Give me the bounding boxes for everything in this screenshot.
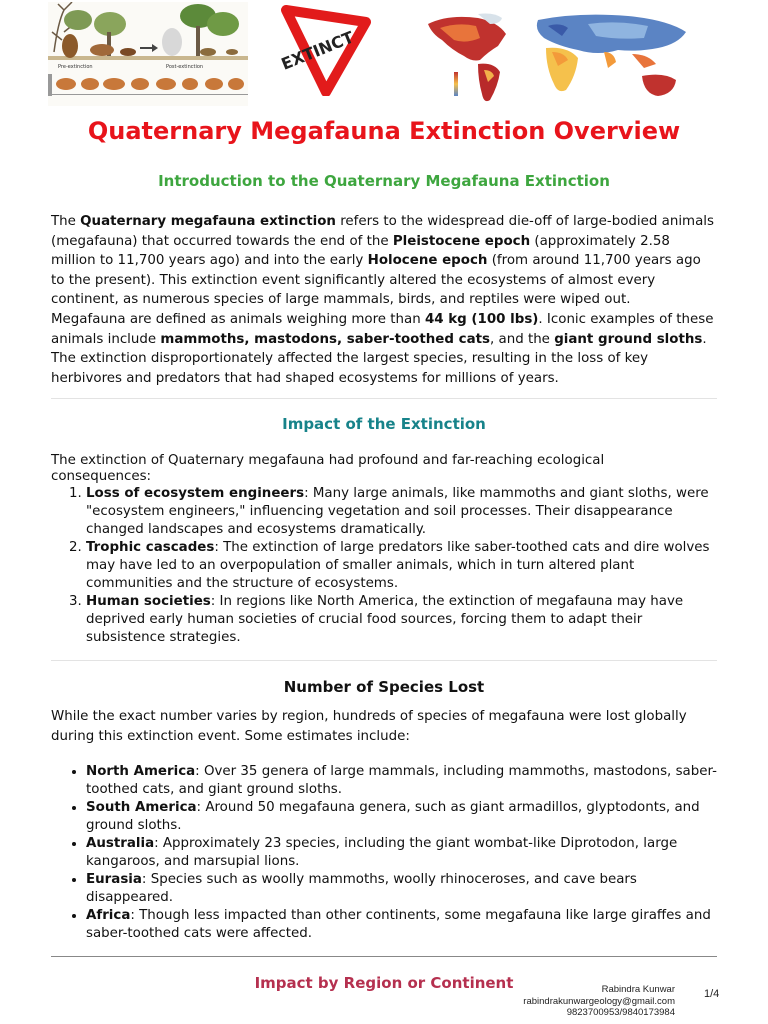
author-name: Rabindra Kunwar <box>601 984 675 995</box>
text-run: . The extinction disproportionately affected the largest species, resulting in the loss of key herbivores and predators that had shaped ecosystems for millions of years. <box>51 331 707 386</box>
document-body <box>51 170 717 994</box>
list-item-label: Australia <box>86 835 155 851</box>
intro-paragraph-2 <box>51 310 717 388</box>
list-item-text: : Over 35 genera of large mammals, including mammoths, mastodons, saber-toothed cats, and giant ground sloths. <box>86 763 717 797</box>
list-item <box>86 871 717 907</box>
list-item-text: : Many large animals, like mammoths and giant sloths, were "ecosystem engineers," influencing vegetation and soil processes. Their disappearance changed landscapes and ecosystems dramatically. <box>86 486 709 538</box>
bold-term: Quaternary megafauna extinction <box>80 214 336 229</box>
bold-term: Pleistocene epoch <box>392 233 531 249</box>
list-item-label: Eurasia <box>86 871 142 887</box>
impact-list <box>51 485 717 647</box>
list-item-label: Loss of ecosystem engineers <box>86 486 305 502</box>
bold-term: giant ground sloths <box>554 331 703 347</box>
author-phone: 9823700953/9840173984 <box>566 1007 675 1018</box>
text-run: , and the <box>489 331 555 347</box>
svg-text:Pre-extinction: Pre-extinction <box>58 64 93 70</box>
extinct-sign <box>262 4 374 96</box>
list-item-label: North America <box>86 763 196 779</box>
list-item-label: South America <box>86 799 197 815</box>
bold-term: mammoths, mastodons, saber-toothed cats <box>160 331 490 347</box>
text-run: Megafauna are defined as animals weighing more than <box>51 311 425 327</box>
list-item-text: : Though less impacted than other continents, some megafauna like large giraffes and saber-toothed cats were affected. <box>86 907 711 941</box>
megafauna-timeline-figure <box>48 2 248 106</box>
list-item <box>86 593 717 647</box>
text-run: refers to the widespread die-off of large-bodied animals (megafauna) that occurred towards the end of the <box>51 214 715 249</box>
list-item-label: Africa <box>86 907 131 923</box>
list-item <box>86 835 717 871</box>
page-number: 1/4 <box>704 988 720 1000</box>
list-item <box>86 539 717 593</box>
list-item-text: : Species such as woolly mammoths, woolly rhinoceroses, and cave bears disappeared. <box>86 871 637 905</box>
species-lead: While the exact number varies by region, hundreds of species of megafauna were lost globally during this extinction event. Some estimates include: <box>51 709 687 744</box>
bold-term: 44 kg (100 lbs) <box>424 311 539 327</box>
list-item <box>86 799 717 835</box>
list-item <box>86 907 717 943</box>
text-run: . Iconic examples of these animals include <box>51 311 714 347</box>
intro-heading: Introduction to the Quaternary Megafauna Extinction <box>158 172 610 190</box>
intro-paragraph-1 <box>51 212 717 310</box>
species-heading: Number of Species Lost <box>283 678 485 697</box>
header-banner <box>0 0 768 112</box>
list-item-label: Human societies <box>86 594 211 610</box>
list-item-text: : Approximately 23 species, including the giant wombat-like Diprotodon, large kangaroos, and marsupial lions. <box>86 835 678 869</box>
author-email: rabindrakunwargeology@gmail.com <box>523 995 675 1007</box>
list-item <box>86 763 717 799</box>
impact-lead: The extinction of Quaternary megafauna had profound and far-reaching ecological consequences: <box>51 453 605 485</box>
text-run: The <box>51 214 81 229</box>
list-item-label: Trophic cascades <box>86 540 215 556</box>
svg-text:EXTINCT: EXTINCT <box>278 27 357 74</box>
text-run: (approximately 2.58 million to 11,700 years ago) and into the early <box>51 233 670 269</box>
page-title: Quaternary Megafauna Extinction Overview <box>87 117 681 145</box>
impact-heading: Impact of the Extinction <box>282 415 486 434</box>
species-list <box>51 763 717 943</box>
list-item-text: : Around 50 megafauna genera, such as giant armadillos, glyptodonts, and ground sloths. <box>86 799 700 833</box>
world-extinction-map <box>418 10 698 110</box>
bold-term: Holocene epoch <box>367 253 488 269</box>
region-heading: Impact by Region or Continent <box>254 973 514 992</box>
list-item-text: : The extinction of large predators like saber-toothed cats and dire wolves may have led to an overpopulation of smaller animals, which in turn altered plant communities and the structure of ecosystems. <box>86 540 710 592</box>
text-run: (from around 11,700 years ago to the present). This extinction event significantly altered the ecosystems of almost every continent, as numerous species of large mammals, birds, and reptiles were wiped out. <box>51 253 701 308</box>
footer-contact <box>523 984 675 1019</box>
svg-text:Post-extinction: Post-extinction <box>166 64 204 70</box>
list-item-text: : In regions like North America, the extinction of megafauna may have deprived early human societies of crucial food sources, forcing them to adapt their subsistence strategies. <box>86 594 684 646</box>
list-item <box>86 485 717 539</box>
